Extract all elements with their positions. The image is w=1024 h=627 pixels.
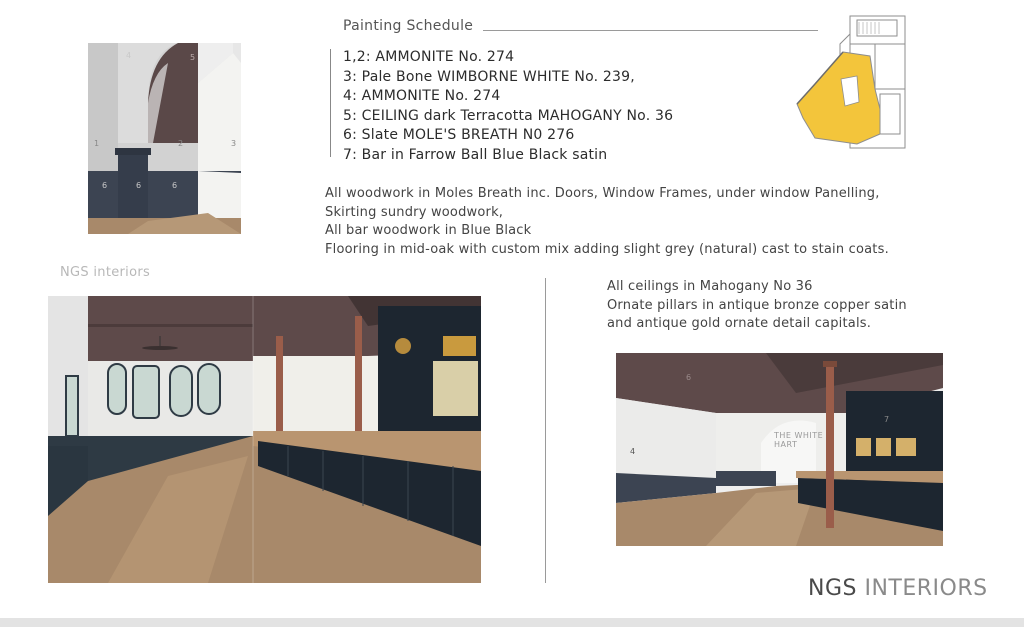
schedule-item: 1,2: AMMONITE No. 274 [343,49,515,65]
label-2: 2 [178,139,184,148]
schedule-item: 7: Bar in Farrow Ball Blue Black satin [343,146,608,163]
footer-bar [0,618,1024,627]
room-render-right [616,353,943,546]
sign-line-1: THE WHITE [774,431,824,440]
room-render-right-illustration [616,353,943,546]
schedule-bar [330,49,331,157]
sign-the-white-hart [774,431,823,449]
label-6a: 6 [102,181,108,190]
ceiling-note-line: and antique gold ornate detail capitals. [607,316,872,331]
label-4: 4 [126,51,132,60]
room-render-top-illustration [88,43,241,234]
label-5: 5 [190,53,196,62]
brand-logo [808,576,988,601]
label-1: 1 [94,139,100,148]
bar-render-photo [48,296,481,583]
label-3: 3 [231,139,237,148]
schedule-item: 6: Slate MOLE'S BREATH N0 276 [343,127,575,143]
ceiling-notes [607,278,907,334]
schedule-item: 5: CEILING dark Terracotta MAHOGANY No. 36 [343,107,674,124]
woodwork-note-line: All woodwork in Moles Breath inc. Doors, Window Frames, under window Panelling, [325,186,880,201]
label-6b: 6 [136,181,142,190]
woodwork-note-line: Flooring in mid-oak with custom mix adding slight grey (natural) cast to stain coats. [325,241,889,257]
schedule-item: 4: AMMONITE No. 274 [343,88,501,104]
ceiling-note-line: All ceilings in Mahogany No 36 [607,279,813,294]
floor-plan-drawing [795,14,910,150]
brand-part-1: NGS [808,576,857,601]
title-rule [483,30,818,31]
room-label-7: 7 [884,415,890,424]
bar-render-illustration [48,296,481,583]
woodwork-note-line: Skirting sundry woodwork, [325,204,504,220]
ceiling-note-line: Ornate pillars in antique bronze copper satin [607,297,907,313]
schedule-list [343,48,673,165]
floor-plan [795,14,910,150]
schedule-item: 3: Pale Bone WIMBORNE WHITE No. 239, [343,68,635,85]
room-label-4: 4 [630,447,636,456]
watermark-ngs-interiors: NGS interiors [60,265,151,280]
schedule-title: Painting Schedule [343,18,474,34]
room-label-6: 6 [686,373,692,382]
sign-line-2: HART [774,440,798,449]
brand-part-2: INTERIORS [864,576,988,601]
room-render-top [88,43,241,234]
woodwork-note-line: All bar woodwork in Blue Black [325,223,532,238]
label-6c: 6 [172,181,178,190]
vertical-divider [545,278,546,583]
woodwork-notes [325,185,889,259]
